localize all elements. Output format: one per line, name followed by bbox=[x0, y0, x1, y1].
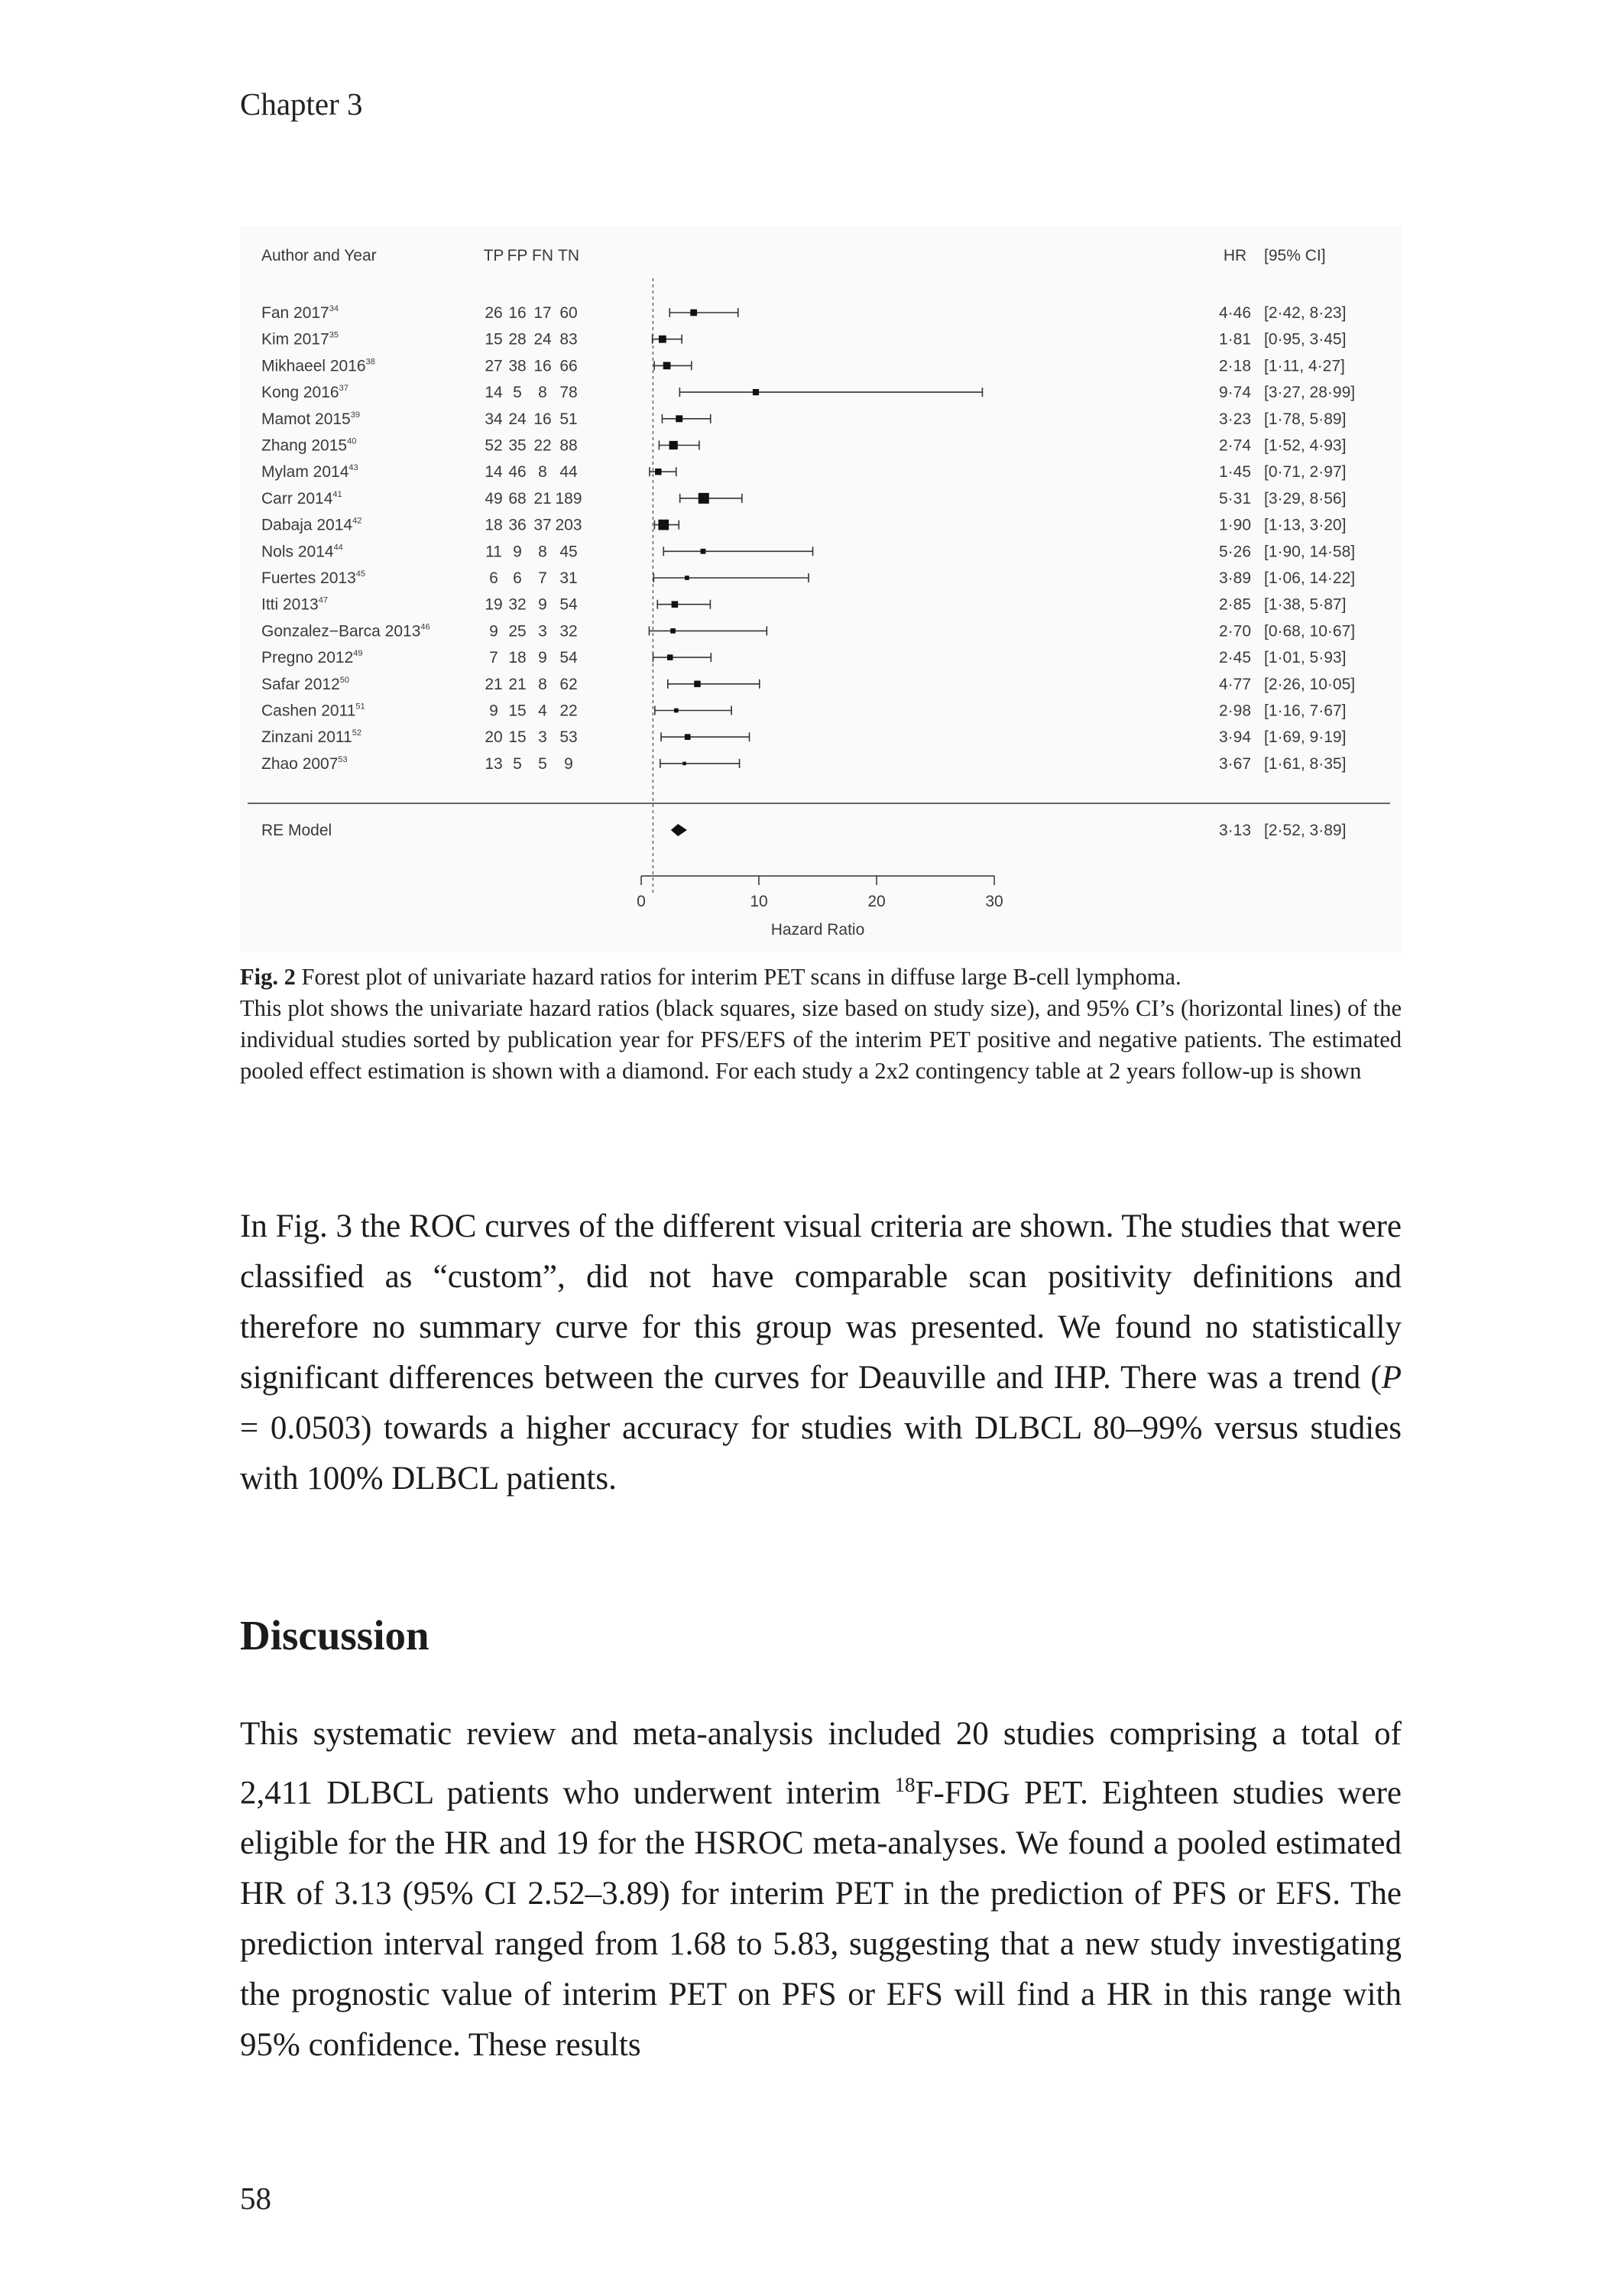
study-ci: [1·61, 8·35] bbox=[1264, 754, 1347, 773]
hr-square bbox=[753, 389, 759, 395]
study-fn: 24 bbox=[533, 330, 552, 349]
study-ref-superscript: 49 bbox=[353, 649, 363, 659]
study-tn: 45 bbox=[559, 543, 578, 561]
study-fp: 21 bbox=[508, 675, 527, 693]
study-fp: 28 bbox=[508, 330, 527, 349]
hr-square bbox=[669, 441, 678, 449]
study-hr: 3·89 bbox=[1218, 569, 1252, 587]
study-ref-superscript: 45 bbox=[355, 569, 365, 579]
study-label: Nols 2014$^{44}$ bbox=[261, 543, 343, 561]
study-ci: [1·11, 4·27] bbox=[1264, 357, 1345, 375]
study-fn: 8 bbox=[538, 463, 547, 482]
study-tp: 19 bbox=[485, 595, 503, 614]
study-fn: 9 bbox=[538, 649, 547, 667]
study-ci: [2·42, 8·23] bbox=[1264, 304, 1347, 322]
x-tick-label: 20 bbox=[867, 893, 886, 910]
study-ref-superscript: 46 bbox=[420, 622, 430, 632]
study-tn: 9 bbox=[564, 754, 573, 773]
hr-square bbox=[699, 493, 709, 504]
study-label: Carr 2014$^{41}$ bbox=[261, 489, 342, 508]
study-ci: [1·52, 4·93] bbox=[1264, 436, 1347, 455]
study-tp: 9 bbox=[489, 702, 498, 720]
study-ci: [1·01, 5·93] bbox=[1264, 649, 1347, 667]
study-tp: 13 bbox=[485, 754, 503, 773]
study-tn: 31 bbox=[559, 569, 578, 587]
study-hr: 2·85 bbox=[1218, 595, 1252, 614]
study-ref-superscript: 50 bbox=[339, 675, 349, 685]
study-fp: 35 bbox=[508, 436, 527, 455]
study-ci: [0·95, 3·45] bbox=[1264, 330, 1347, 349]
running-head: Chapter 3 bbox=[240, 86, 363, 122]
study-fn: 8 bbox=[538, 675, 547, 693]
col-header-tn: TN bbox=[558, 247, 579, 264]
study-ci: [1·13, 3·20] bbox=[1264, 516, 1347, 534]
study-ref-superscript: 52 bbox=[352, 728, 361, 738]
pooled-ci: [2·52, 3·89] bbox=[1264, 822, 1347, 839]
study-tn: 32 bbox=[559, 622, 578, 641]
x-tick-label: 10 bbox=[750, 893, 768, 910]
study-tp: 6 bbox=[489, 569, 498, 587]
study-fp: 25 bbox=[508, 622, 527, 641]
figure-caption bbox=[240, 962, 1402, 1087]
study-label: Gonzalez−Barca 2013$^{46}$ bbox=[261, 622, 430, 641]
study-fp: 32 bbox=[508, 595, 527, 614]
study-hr: 4·77 bbox=[1218, 675, 1252, 693]
study-ref-superscript: 43 bbox=[348, 463, 358, 473]
study-fp: 6 bbox=[513, 569, 522, 587]
study-fn: 16 bbox=[533, 410, 552, 428]
hr-square bbox=[676, 415, 682, 422]
study-label: Cashen 2011$^{51}$ bbox=[261, 702, 365, 720]
study-label: Mikhaeel 2016$^{38}$ bbox=[261, 357, 375, 375]
study-label: Mylam 2014$^{43}$ bbox=[261, 463, 358, 482]
study-fn: 5 bbox=[538, 754, 547, 773]
hr-square bbox=[685, 576, 689, 580]
study-tp: 20 bbox=[485, 728, 503, 747]
study-label: Itti 2013$^{47}$ bbox=[261, 595, 328, 614]
study-tn: 53 bbox=[559, 728, 578, 747]
study-hr: 2·70 bbox=[1218, 622, 1252, 641]
discussion-text-2: F-FDG PET. Eighteen studies were eligible for the HR and 19 for the HSROC meta-analyses. We found a pooled estimated HR of 3.13 (95% CI 2.52–3.89) for interim PET in the prediction of PFS or EFS. The prediction interval ranged from 1.68 to 5.83, suggesting that a new study investigating the prognostic value of interim PET on PFS or EFS will find a HR in this range with 95% confidence. These results bbox=[240, 1775, 1402, 2064]
pooled-hr: 3·13 bbox=[1218, 822, 1252, 839]
study-tn: 62 bbox=[559, 675, 578, 693]
study-fn: 3 bbox=[538, 622, 547, 641]
study-fn: 17 bbox=[533, 304, 552, 322]
results-paragraph bbox=[240, 1202, 1402, 1504]
study-fp: 16 bbox=[508, 304, 527, 322]
study-hr: 3·94 bbox=[1218, 728, 1252, 747]
hr-square bbox=[658, 520, 669, 530]
study-fn: 8 bbox=[538, 543, 547, 561]
study-fn: 22 bbox=[533, 436, 552, 455]
study-fp: 5 bbox=[513, 384, 522, 402]
study-ref-superscript: 34 bbox=[329, 304, 339, 313]
study-tp: 14 bbox=[485, 463, 503, 482]
study-fn: 4 bbox=[538, 702, 547, 720]
hr-square bbox=[690, 310, 697, 316]
study-ref-superscript: 47 bbox=[318, 595, 328, 605]
study-label: Kim 2017$^{35}$ bbox=[261, 330, 339, 349]
study-tp: 34 bbox=[485, 410, 503, 428]
col-header-author: Author and Year bbox=[261, 247, 377, 264]
study-tp: 52 bbox=[485, 436, 503, 455]
study-fp: 9 bbox=[513, 543, 522, 561]
figure-caption-text: This plot shows the univariate hazard ratios (black squares, size based on study size), and 95% CI’s (horizontal lines) of the individual studies sorted by publication year for PFS/EFS of the interim PET positive and negative patients. The estimated pooled effect estimation is shown with a diamond. For each study a 2x2 contingency table at 2 years follow-up is shown bbox=[240, 995, 1402, 1084]
study-tn: 54 bbox=[559, 649, 578, 667]
study-tn: 22 bbox=[559, 702, 578, 720]
study-fp: 5 bbox=[513, 754, 522, 773]
study-fn: 9 bbox=[538, 595, 547, 614]
col-header-hr: HR bbox=[1223, 247, 1247, 264]
study-tp: 49 bbox=[485, 489, 503, 508]
study-tp: 15 bbox=[485, 330, 503, 349]
study-hr: 1·90 bbox=[1218, 516, 1252, 534]
study-tn: 189 bbox=[555, 489, 582, 508]
study-fp: 18 bbox=[508, 649, 527, 667]
study-tn: 66 bbox=[559, 357, 578, 375]
hr-square bbox=[667, 654, 673, 660]
study-tn: 83 bbox=[559, 330, 578, 349]
study-fn: 16 bbox=[533, 357, 552, 375]
study-label: Kong 2016$^{37}$ bbox=[261, 384, 348, 402]
study-fp: 15 bbox=[508, 728, 527, 747]
study-tn: 60 bbox=[559, 304, 578, 322]
hr-square bbox=[682, 762, 686, 766]
study-ref-superscript: 53 bbox=[338, 754, 348, 764]
study-hr: 3·67 bbox=[1218, 754, 1252, 773]
study-label: Zhang 2015$^{40}$ bbox=[261, 436, 357, 455]
hr-square bbox=[694, 681, 700, 687]
study-hr: 5·31 bbox=[1218, 489, 1252, 508]
study-tp: 26 bbox=[485, 304, 503, 322]
study-tp: 21 bbox=[485, 675, 503, 693]
study-fn: 21 bbox=[533, 489, 552, 508]
forest-plot-figure bbox=[240, 226, 1402, 952]
study-tn: 78 bbox=[559, 384, 578, 402]
study-tp: 11 bbox=[485, 543, 502, 561]
study-tp: 14 bbox=[485, 384, 503, 402]
study-ci: [2·26, 10·05] bbox=[1264, 675, 1356, 693]
hr-square bbox=[659, 336, 666, 343]
study-ref-superscript: 35 bbox=[329, 330, 339, 340]
study-hr: 1·45 bbox=[1218, 463, 1252, 482]
study-hr: 2·18 bbox=[1218, 357, 1252, 375]
col-header-ci: [95% CI] bbox=[1264, 247, 1326, 264]
study-label: Pregno 2012$^{49}$ bbox=[261, 649, 363, 667]
study-ci: [0·68, 10·67] bbox=[1264, 622, 1356, 641]
study-ci: [1·06, 14·22] bbox=[1264, 569, 1356, 587]
study-fn: 7 bbox=[538, 569, 547, 587]
hr-square bbox=[701, 549, 706, 554]
study-label: Mamot 2015$^{39}$ bbox=[261, 410, 360, 428]
study-fp: 36 bbox=[508, 516, 527, 534]
study-ci: [3·27, 28·99] bbox=[1264, 384, 1356, 402]
x-tick-label: 0 bbox=[637, 893, 646, 910]
hr-square bbox=[685, 734, 691, 740]
x-axis-label: Hazard Ratio bbox=[770, 921, 865, 939]
hr-square bbox=[674, 709, 679, 713]
study-ci: [1·16, 7·67] bbox=[1264, 702, 1347, 720]
study-ref-superscript: 37 bbox=[339, 384, 348, 394]
forest-plot bbox=[240, 226, 1402, 952]
study-label: Zhao 2007$^{53}$ bbox=[261, 754, 348, 773]
pooled-label: RE Model bbox=[261, 822, 332, 839]
p-value-symbol: P bbox=[1381, 1360, 1402, 1396]
study-ref-superscript: 40 bbox=[347, 436, 357, 446]
page-number: 58 bbox=[240, 2181, 271, 2216]
study-fp: 38 bbox=[508, 357, 527, 375]
study-tn: 51 bbox=[559, 410, 578, 428]
study-tn: 88 bbox=[559, 436, 578, 455]
study-fn: 8 bbox=[538, 384, 547, 402]
study-fp: 68 bbox=[508, 489, 527, 508]
study-fn: 37 bbox=[533, 516, 552, 534]
hr-square bbox=[655, 469, 661, 475]
study-hr: 1·81 bbox=[1218, 330, 1252, 349]
study-ci: [1·38, 5·87] bbox=[1264, 595, 1347, 614]
study-ref-superscript: 44 bbox=[333, 543, 343, 553]
study-ci: [0·71, 2·97] bbox=[1264, 463, 1347, 482]
study-hr: 2·45 bbox=[1218, 649, 1252, 667]
study-fp: 15 bbox=[508, 702, 527, 720]
study-hr: 3·23 bbox=[1218, 410, 1252, 428]
study-tn: 54 bbox=[559, 595, 578, 614]
study-ref-superscript: 42 bbox=[352, 516, 362, 526]
study-ci: [3·29, 8·56] bbox=[1264, 489, 1347, 508]
study-hr: 9·74 bbox=[1218, 384, 1252, 402]
study-label: Dabaja 2014$^{42}$ bbox=[261, 516, 362, 534]
study-tp: 27 bbox=[485, 357, 503, 375]
study-ci: [1·78, 5·89] bbox=[1264, 410, 1347, 428]
col-header-tp: TP bbox=[483, 247, 504, 264]
study-tn: 44 bbox=[559, 463, 578, 482]
study-ref-superscript: 38 bbox=[365, 357, 375, 367]
paragraph-text-1: In Fig. 3 the ROC curves of the different visual criteria are shown. The studies that were classified as “custom”, did not have comparable scan positivity definitions and therefore no summary curve for this group was presented. We found no statistically significant differences between the curves for Deauville and IHP. There was a trend ( bbox=[240, 1208, 1402, 1396]
study-hr: 4·46 bbox=[1218, 304, 1252, 322]
hr-square bbox=[663, 362, 671, 370]
study-tp: 7 bbox=[489, 649, 498, 667]
study-tp: 18 bbox=[485, 516, 503, 534]
study-fn: 3 bbox=[538, 728, 547, 747]
study-hr: 5·26 bbox=[1218, 543, 1252, 561]
study-tp: 9 bbox=[489, 622, 498, 641]
study-fp: 24 bbox=[508, 410, 527, 428]
study-ref-superscript: 51 bbox=[355, 702, 365, 712]
paragraph-text-2: = 0.0503) towards a higher accuracy for studies with DLBCL 80–99% versus studies with 100% DLBCL patients. bbox=[240, 1410, 1402, 1497]
hr-square bbox=[672, 601, 679, 608]
study-hr: 2·74 bbox=[1218, 436, 1252, 455]
discussion-heading: Discussion bbox=[240, 1612, 430, 1659]
col-header-fp: FP bbox=[507, 247, 528, 264]
study-label: Fuertes 2013$^{45}$ bbox=[261, 569, 365, 587]
figure-label: Fig. 2 bbox=[240, 964, 296, 990]
study-ref-superscript: 39 bbox=[350, 410, 360, 420]
x-tick-label: 30 bbox=[985, 893, 1003, 910]
study-ref-superscript: 41 bbox=[332, 489, 342, 499]
study-tn: 203 bbox=[555, 516, 582, 534]
col-header-fn: FN bbox=[532, 247, 553, 264]
discussion-text-1: This systematic review and meta-analysis included 20 studies comprising a total of 2,411 DLBCL patients who underwent interim bbox=[240, 1716, 1402, 1811]
study-fp: 46 bbox=[508, 463, 527, 482]
study-label: Fan 2017$^{34}$ bbox=[261, 304, 339, 322]
isotope-superscript: 18 bbox=[894, 1773, 916, 1796]
figure-title: Forest plot of univariate hazard ratios for interim PET scans in diffuse large B-cell lymphoma. bbox=[301, 964, 1182, 990]
study-ci: [1·90, 14·58] bbox=[1264, 543, 1356, 561]
hr-square bbox=[670, 628, 676, 634]
discussion-paragraph bbox=[240, 1709, 1402, 2071]
study-ci: [1·69, 9·19] bbox=[1264, 728, 1347, 747]
study-label: Zinzani 2011$^{52}$ bbox=[261, 728, 361, 747]
study-hr: 2·98 bbox=[1218, 702, 1252, 720]
study-label: Safar 2012$^{50}$ bbox=[261, 675, 349, 693]
